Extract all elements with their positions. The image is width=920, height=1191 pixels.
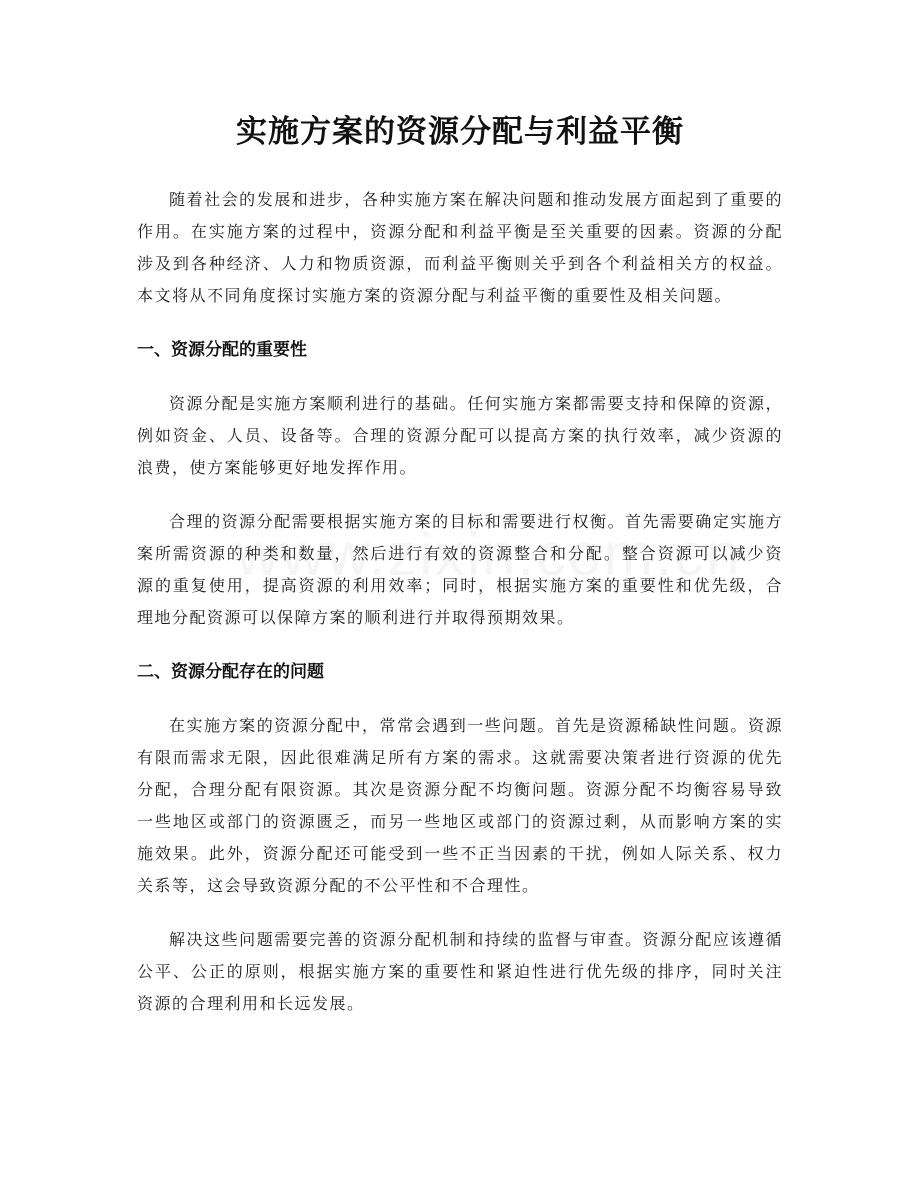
section-paragraph: 资源分配是实施方案顺利进行的基础。任何实施方案都需要支持和保障的资源，例如资金、人员、设备等。合理的资源分配可以提高方案的执行效率，减少资源的浪费，使方案能够更好地发挥作用。 (137, 394, 783, 477)
section-heading: 二、资源分配存在的问题 (137, 662, 324, 682)
document-title: 实施方案的资源分配与利益平衡 (236, 114, 684, 150)
section-heading: 一、资源分配的重要性 (137, 340, 307, 360)
intro-paragraph: 随着社会的发展和进步，各种实施方案在解决问题和推动发展方面起到了重要的作用。在实施方案的过程中，资源分配和利益平衡是至关重要的因素。资源的分配涉及到各种经济、人力和物质资源，而利益平衡则关乎到各个利益相关方的权益。本文将从不同角度探讨实施方案的资源分配与利益平衡的重要性及相关问题。 (137, 190, 783, 305)
section-paragraph: 解决这些问题需要完善的资源分配机制和持续的监督与审查。资源分配应该遵循公平、公正的原则，根据实施方案的重要性和紧迫性进行优先级的排序，同时关注资源的合理利用和长远发展。 (137, 930, 783, 1013)
section-problems (137, 656, 783, 1020)
document-body (137, 184, 783, 1020)
section-paragraph: 合理的资源分配需要根据实施方案的目标和需要进行权衡。首先需要确定实施方案所需资源的种类和数量，然后进行有效的资源整合和分配。整合资源可以减少资源的重复使用，提高资源的利用效率；同时，根据实施方案的重要性和优先级，合理地分配资源可以保障方案的顺利进行并取得预期效果。 (137, 512, 783, 627)
section-importance (137, 334, 783, 656)
section-paragraph: 在实施方案的资源分配中，常常会遇到一些问题。首先是资源稀缺性问题。资源有限而需求无限，因此很难满足所有方案的需求。这就需要决策者进行资源的优先分配，合理分配有限资源。其次是资源分配不均衡问题。资源分配不均衡容易导致一些地区或部门的资源匮乏，而另一些地区或部门的资源过剩，从而影响方案的实施效果。此外，资源分配还可能受到一些不正当因素的干扰，例如人际关系、权力关系等，这会导致资源分配的不公平性和不合理性。 (137, 716, 783, 895)
